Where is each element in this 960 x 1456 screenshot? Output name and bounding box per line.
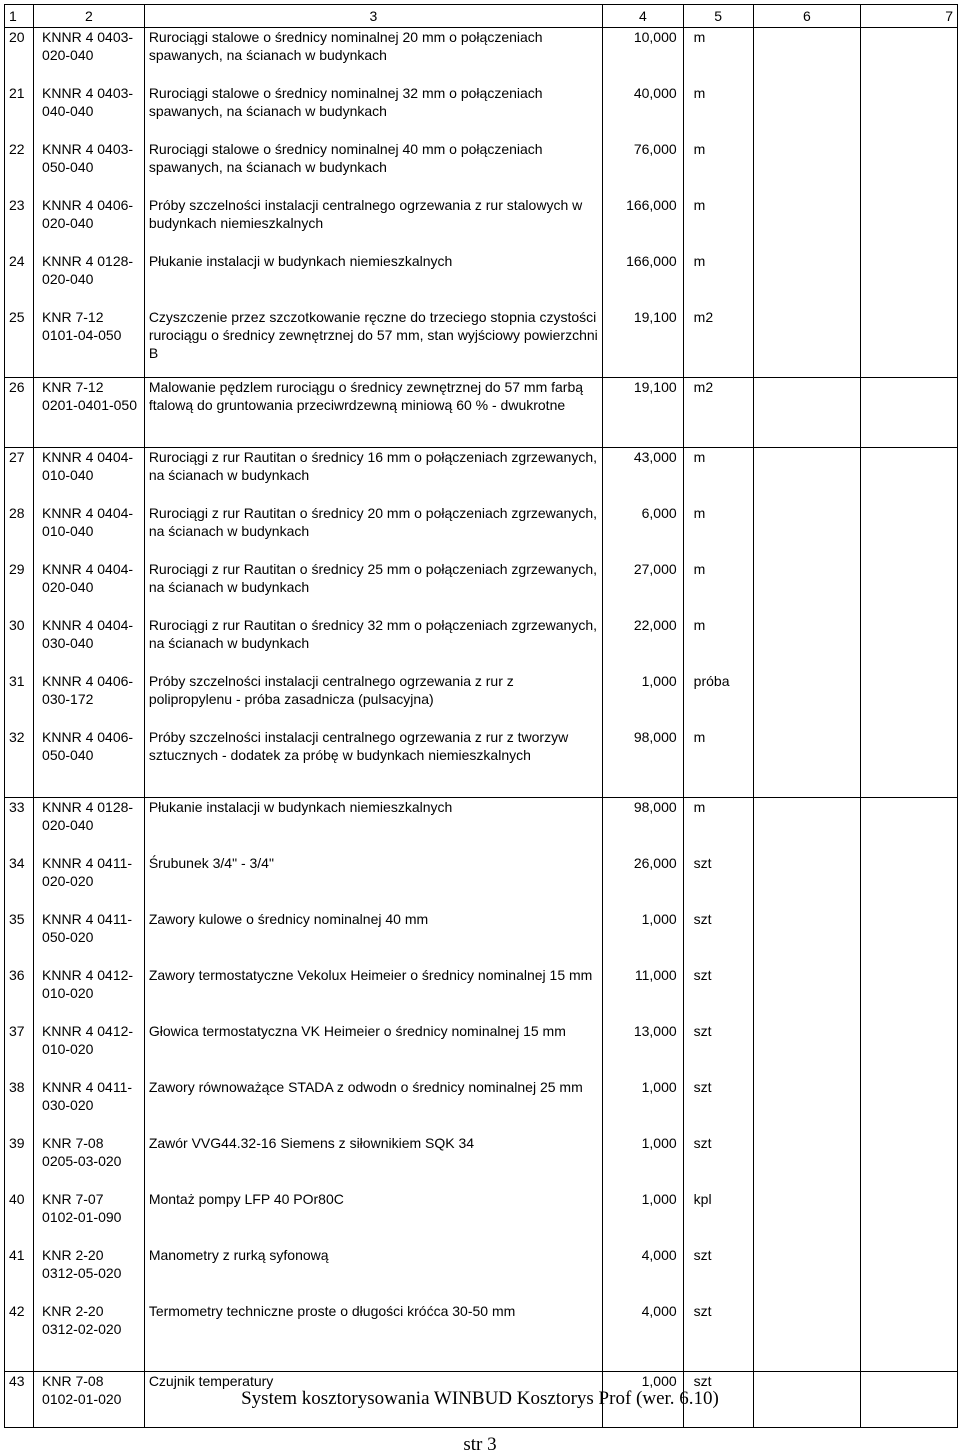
table-row	[5, 616, 958, 672]
item-description: Rurociągi z rur Rautitan o średnicy 32 mm o połączeniach zgrzewanych, na ścianach w budynkach	[144, 616, 602, 672]
empty-cell	[861, 1302, 958, 1372]
item-description: Termometry techniczne proste o długości króćca 30-50 mm	[144, 1302, 602, 1372]
item-number: 30	[5, 616, 34, 672]
table-body	[5, 28, 958, 1428]
column-number: 6	[753, 5, 861, 28]
item-quantity: 27,000	[603, 560, 684, 616]
empty-cell	[753, 252, 861, 308]
item-code: KNR 7-08 0102-01-020	[34, 1372, 145, 1428]
table-row	[5, 1022, 958, 1078]
table-row	[5, 196, 958, 252]
item-unit: m	[683, 798, 753, 854]
empty-cell	[861, 616, 958, 672]
column-number: 1	[5, 5, 34, 28]
item-description: Płukanie instalacji w budynkach niemieszkalnych	[144, 798, 602, 854]
item-number: 25	[5, 308, 34, 378]
item-number: 21	[5, 84, 34, 140]
table-row	[5, 1078, 958, 1134]
table-row	[5, 84, 958, 140]
table-row	[5, 1134, 958, 1190]
item-description: Próby szczelności instalacji centralnego ogrzewania z rur stalowych w budynkach niemieszkalnych	[144, 196, 602, 252]
item-unit: szt	[683, 1134, 753, 1190]
item-unit: m	[683, 504, 753, 560]
item-description: Rurociągi z rur Rautitan o średnicy 20 mm o połączeniach zgrzewanych, na ścianach w budynkach	[144, 504, 602, 560]
empty-cell	[753, 308, 861, 378]
item-number: 22	[5, 140, 34, 196]
item-code: KNNR 4 0406-050-040	[34, 728, 145, 798]
item-number: 36	[5, 966, 34, 1022]
item-code: KNNR 4 0128-020-040	[34, 252, 145, 308]
item-description: Głowica termostatyczna VK Heimeier o średnicy nominalnej 15 mm	[144, 1022, 602, 1078]
item-code: KNNR 4 0412-010-020	[34, 1022, 145, 1078]
item-quantity: 6,000	[603, 504, 684, 560]
empty-cell	[861, 672, 958, 728]
item-unit: szt	[683, 1372, 753, 1428]
item-code: KNNR 4 0411-020-020	[34, 854, 145, 910]
item-unit: m	[683, 140, 753, 196]
empty-cell	[861, 140, 958, 196]
software-footer: System kosztorysowania WINBUD Kosztorys Prof (wer. 6.10)	[241, 1388, 719, 1409]
item-unit: m2	[683, 378, 753, 448]
empty-cell	[861, 308, 958, 378]
item-number: 37	[5, 1022, 34, 1078]
item-unit: m	[683, 84, 753, 140]
item-quantity: 4,000	[603, 1246, 684, 1302]
item-number: 35	[5, 910, 34, 966]
empty-cell	[753, 966, 861, 1022]
item-number: 34	[5, 854, 34, 910]
item-unit: m	[683, 728, 753, 798]
item-code: KNNR 4 0128-020-040	[34, 798, 145, 854]
item-description: Rurociągi stalowe o średnicy nominalnej 32 mm o połączeniach spawanych, na ścianach w budynkach	[144, 84, 602, 140]
empty-cell	[753, 728, 861, 798]
empty-cell	[753, 560, 861, 616]
column-number: 2	[34, 5, 145, 28]
item-code: KNR 7-07 0102-01-090	[34, 1190, 145, 1246]
empty-cell	[753, 672, 861, 728]
item-description: Płukanie instalacji w budynkach niemieszkalnych	[144, 252, 602, 308]
item-code: KNNR 4 0404-010-040	[34, 504, 145, 560]
table-row	[5, 560, 958, 616]
item-code: KNNR 4 0404-010-040	[34, 448, 145, 504]
item-quantity: 11,000	[603, 966, 684, 1022]
empty-cell	[861, 252, 958, 308]
item-number: 24	[5, 252, 34, 308]
item-code: KNNR 4 0404-030-040	[34, 616, 145, 672]
item-quantity: 1,000	[603, 1372, 684, 1428]
item-code: KNNR 4 0411-030-020	[34, 1078, 145, 1134]
item-description: Malowanie pędzlem rurociągu o średnicy zewnętrznej do 57 mm farbą ftalową do gruntowania przeciwrdzewną miniową 60 % - dwukrotne	[144, 378, 602, 448]
table-row	[5, 448, 958, 504]
empty-cell	[861, 1078, 958, 1134]
empty-cell	[753, 616, 861, 672]
item-unit: szt	[683, 1022, 753, 1078]
item-unit: kpl	[683, 1190, 753, 1246]
empty-cell	[861, 798, 958, 854]
empty-cell	[861, 1246, 958, 1302]
empty-cell	[753, 1134, 861, 1190]
item-quantity: 19,100	[603, 378, 684, 448]
item-number: 23	[5, 196, 34, 252]
item-code: KNR 7-12 0101-04-050	[34, 308, 145, 378]
table-row	[5, 966, 958, 1022]
item-number: 39	[5, 1134, 34, 1190]
item-quantity: 43,000	[603, 448, 684, 504]
item-quantity: 98,000	[603, 798, 684, 854]
table-row	[5, 672, 958, 728]
item-description: Zawory równoważące STADA z odwodn o średnicy nominalnej 25 mm	[144, 1078, 602, 1134]
column-number: 5	[683, 5, 753, 28]
table-row	[5, 798, 958, 854]
item-description: Rurociągi z rur Rautitan o średnicy 16 mm o połączeniach zgrzewanych, na ścianach w budynkach	[144, 448, 602, 504]
item-code: KNNR 4 0404-020-040	[34, 560, 145, 616]
empty-cell	[753, 1022, 861, 1078]
empty-cell	[861, 28, 958, 84]
item-number: 41	[5, 1246, 34, 1302]
item-number: 38	[5, 1078, 34, 1134]
item-code: KNR 2-20 0312-02-020	[34, 1302, 145, 1372]
table-row	[5, 1190, 958, 1246]
item-unit: szt	[683, 1246, 753, 1302]
item-description: Czyszczenie przez szczotkowanie ręczne do trzeciego stopnia czystości rurociągu o średnicy zewnętrznej do 57 mm, stan wyjściowy powierzchni B	[144, 308, 602, 378]
table-row	[5, 28, 958, 84]
empty-cell	[753, 1302, 861, 1372]
item-quantity: 13,000	[603, 1022, 684, 1078]
item-number: 40	[5, 1190, 34, 1246]
table-row	[5, 728, 958, 798]
item-number: 33	[5, 798, 34, 854]
item-quantity: 22,000	[603, 616, 684, 672]
item-description: Rurociągi stalowe o średnicy nominalnej 40 mm o połączeniach spawanych, na ścianach w budynkach	[144, 140, 602, 196]
empty-cell	[861, 728, 958, 798]
item-quantity: 166,000	[603, 196, 684, 252]
empty-cell	[753, 448, 861, 504]
item-unit: szt	[683, 1078, 753, 1134]
item-quantity: 40,000	[603, 84, 684, 140]
item-code: KNNR 4 0403-020-040	[34, 28, 145, 84]
item-unit: m	[683, 448, 753, 504]
item-quantity: 166,000	[603, 252, 684, 308]
empty-cell	[861, 448, 958, 504]
item-quantity: 26,000	[603, 854, 684, 910]
empty-cell	[861, 560, 958, 616]
item-number: 29	[5, 560, 34, 616]
item-number: 31	[5, 672, 34, 728]
item-quantity: 98,000	[603, 728, 684, 798]
table-row	[5, 140, 958, 196]
item-description: Manometry z rurką syfonową	[144, 1246, 602, 1302]
empty-cell	[753, 1246, 861, 1302]
empty-cell	[861, 196, 958, 252]
empty-cell	[753, 1078, 861, 1134]
column-number: 3	[144, 5, 602, 28]
empty-cell	[861, 854, 958, 910]
item-number: 43	[5, 1372, 34, 1428]
item-description: Czujnik temperatury	[144, 1372, 602, 1428]
item-number: 28	[5, 504, 34, 560]
item-description: Montaż pompy LFP 40 POr80C	[144, 1190, 602, 1246]
item-quantity: 19,100	[603, 308, 684, 378]
item-unit: m	[683, 252, 753, 308]
item-unit: m	[683, 560, 753, 616]
table-row	[5, 308, 958, 378]
item-unit: szt	[683, 1302, 753, 1372]
empty-cell	[753, 140, 861, 196]
item-description: Zawory termostatyczne Vekolux Heimeier o średnicy nominalnej 15 mm	[144, 966, 602, 1022]
item-code: KNNR 4 0406-020-040	[34, 196, 145, 252]
item-code: KNNR 4 0403-050-040	[34, 140, 145, 196]
item-description: Zawór VVG44.32-16 Siemens z siłownikiem SQK 34	[144, 1134, 602, 1190]
table-row	[5, 378, 958, 448]
empty-cell	[861, 1190, 958, 1246]
table-row	[5, 1246, 958, 1302]
item-code: KNNR 4 0412-010-020	[34, 966, 145, 1022]
table-row	[5, 252, 958, 308]
item-description: Próby szczelności instalacji centralnego ogrzewania z rur z tworzyw sztucznych - dodatek za próbę w budynkach niemieszkalnych	[144, 728, 602, 798]
item-quantity: 1,000	[603, 1134, 684, 1190]
table-row	[5, 910, 958, 966]
item-description: Rurociągi z rur Rautitan o średnicy 25 mm o połączeniach zgrzewanych, na ścianach w budynkach	[144, 560, 602, 616]
item-code: KNNR 4 0403-040-040	[34, 84, 145, 140]
item-unit: m	[683, 28, 753, 84]
item-number: 27	[5, 448, 34, 504]
item-unit: szt	[683, 910, 753, 966]
item-code: KNNR 4 0411-050-020	[34, 910, 145, 966]
column-number: 4	[603, 5, 684, 28]
item-quantity: 1,000	[603, 1190, 684, 1246]
table-row	[5, 854, 958, 910]
empty-cell	[861, 910, 958, 966]
empty-cell	[861, 378, 958, 448]
item-code: KNR 7-12 0201-0401-050	[34, 378, 145, 448]
item-unit: szt	[683, 966, 753, 1022]
empty-cell	[753, 1190, 861, 1246]
column-number-row	[5, 5, 958, 28]
item-code: KNR 7-08 0205-03-020	[34, 1134, 145, 1190]
item-code: KNR 2-20 0312-05-020	[34, 1246, 145, 1302]
item-description: Zawory kulowe o średnicy nominalnej 40 mm	[144, 910, 602, 966]
item-unit: szt	[683, 854, 753, 910]
item-description: Próby szczelności instalacji centralnego ogrzewania z rur z polipropylenu - próba zasadnicza (pulsacyjna)	[144, 672, 602, 728]
empty-cell	[753, 196, 861, 252]
item-unit: m	[683, 196, 753, 252]
column-number: 7	[861, 5, 958, 28]
table-row	[5, 504, 958, 560]
item-number: 42	[5, 1302, 34, 1372]
item-unit: m	[683, 616, 753, 672]
item-number: 26	[5, 378, 34, 448]
table-row	[5, 1302, 958, 1372]
cost-estimate-table	[4, 4, 958, 1428]
empty-cell	[753, 910, 861, 966]
item-unit: próba	[683, 672, 753, 728]
item-unit: m2	[683, 308, 753, 378]
item-quantity: 4,000	[603, 1302, 684, 1372]
item-number: 32	[5, 728, 34, 798]
empty-cell	[861, 1022, 958, 1078]
empty-cell	[861, 84, 958, 140]
empty-cell	[753, 378, 861, 448]
page-number: str 3	[463, 1434, 497, 1455]
item-description: Śrubunek 3/4" - 3/4"	[144, 854, 602, 910]
empty-cell	[861, 966, 958, 1022]
empty-cell	[753, 504, 861, 560]
empty-cell	[861, 1134, 958, 1190]
empty-cell	[753, 84, 861, 140]
empty-cell	[753, 28, 861, 84]
item-code: KNNR 4 0406-030-172	[34, 672, 145, 728]
item-quantity: 76,000	[603, 140, 684, 196]
item-quantity: 1,000	[603, 1078, 684, 1134]
empty-cell	[861, 504, 958, 560]
empty-cell	[753, 798, 861, 854]
item-number: 20	[5, 28, 34, 84]
empty-cell	[753, 854, 861, 910]
item-description: Rurociągi stalowe o średnicy nominalnej 20 mm o połączeniach spawanych, na ścianach w budynkach	[144, 28, 602, 84]
item-quantity: 1,000	[603, 910, 684, 966]
item-quantity: 1,000	[603, 672, 684, 728]
item-quantity: 10,000	[603, 28, 684, 84]
